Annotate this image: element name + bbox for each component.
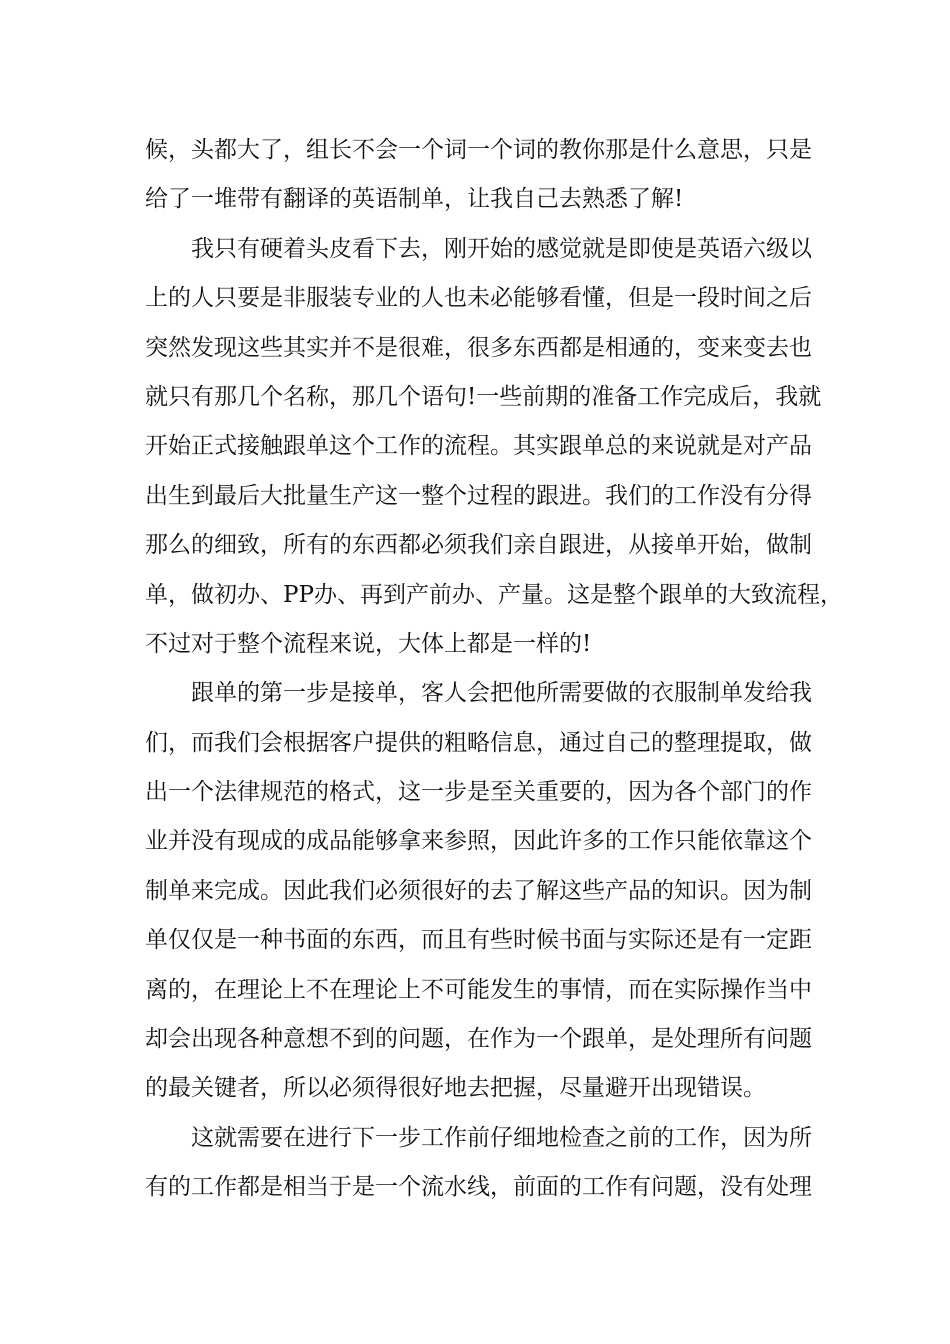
text-line: 离的，在理论上不在理论上不可能发生的事情，而在实际操作当中	[145, 976, 812, 1003]
text-line: 上的人只要是非服装专业的人也未必能够看懂，但是一段时间之后	[145, 285, 812, 312]
paragraph-start-line: 跟单的第一步是接单，客人会把他所需要做的衣服制单发给我	[191, 680, 812, 707]
text-line: 给了一堆带有翻译的英语制单，让我自己去熟悉了解!	[145, 186, 684, 213]
text-line: 就只有那几个名称，那几个语句!一些前期的准备工作完成后，我就	[145, 383, 822, 410]
text-line: 有的工作都是相当于是一个流水线，前面的工作有问题，没有处理	[145, 1174, 812, 1201]
text-line: 制单来完成。因此我们必须很好的去了解这些产品的知识。因为制	[145, 877, 812, 904]
text-line: 那么的细致，所有的东西都必须我们亲自跟进，从接单开始，做制	[145, 532, 812, 559]
text-line: 出生到最后大批量生产这一整个过程的跟进。我们的工作没有分得	[145, 482, 812, 509]
text-line: 突然发现这些其实并不是很难，很多东西都是相通的，变来变去也	[145, 334, 812, 361]
text-line: 单，做初办、PP办、再到产前办、产量。这是整个跟单的大致流程，	[145, 581, 843, 608]
text-line: 单仅仅是一种书面的东西，而且有些时候书面与实际还是有一定距	[145, 927, 812, 954]
text-line: 们，而我们会根据客户提供的粗略信息，通过自己的整理提取，做	[145, 729, 812, 756]
text-line: 出一个法律规范的格式，这一步是至关重要的，因为各个部门的作	[145, 779, 812, 806]
text-line: 却会出现各种意想不到的问题，在作为一个跟单，是处理所有问题	[145, 1026, 812, 1053]
paragraph-start-line: 我只有硬着头皮看下去，刚开始的感觉就是即使是英语六级以	[191, 235, 812, 262]
body-text	[145, 126, 843, 1213]
text-line: 不过对于整个流程来说，大体上都是一样的!	[145, 630, 592, 657]
text-line: 开始正式接触跟单这个工作的流程。其实跟单总的来说就是对产品	[145, 433, 812, 460]
text-line: 的最关键者，所以必须得很好地去把握，尽量避开出现错误。	[145, 1075, 766, 1102]
text-line: 业并没有现成的成品能够拿来参照，因此许多的工作只能依靠这个	[145, 828, 812, 855]
text-line: 候，头都大了，组长不会一个词一个词的教你那是什么意思，只是	[145, 137, 812, 163]
paragraph-start-line: 这就需要在进行下一步工作前仔细地检查之前的工作，因为所	[191, 1124, 812, 1151]
